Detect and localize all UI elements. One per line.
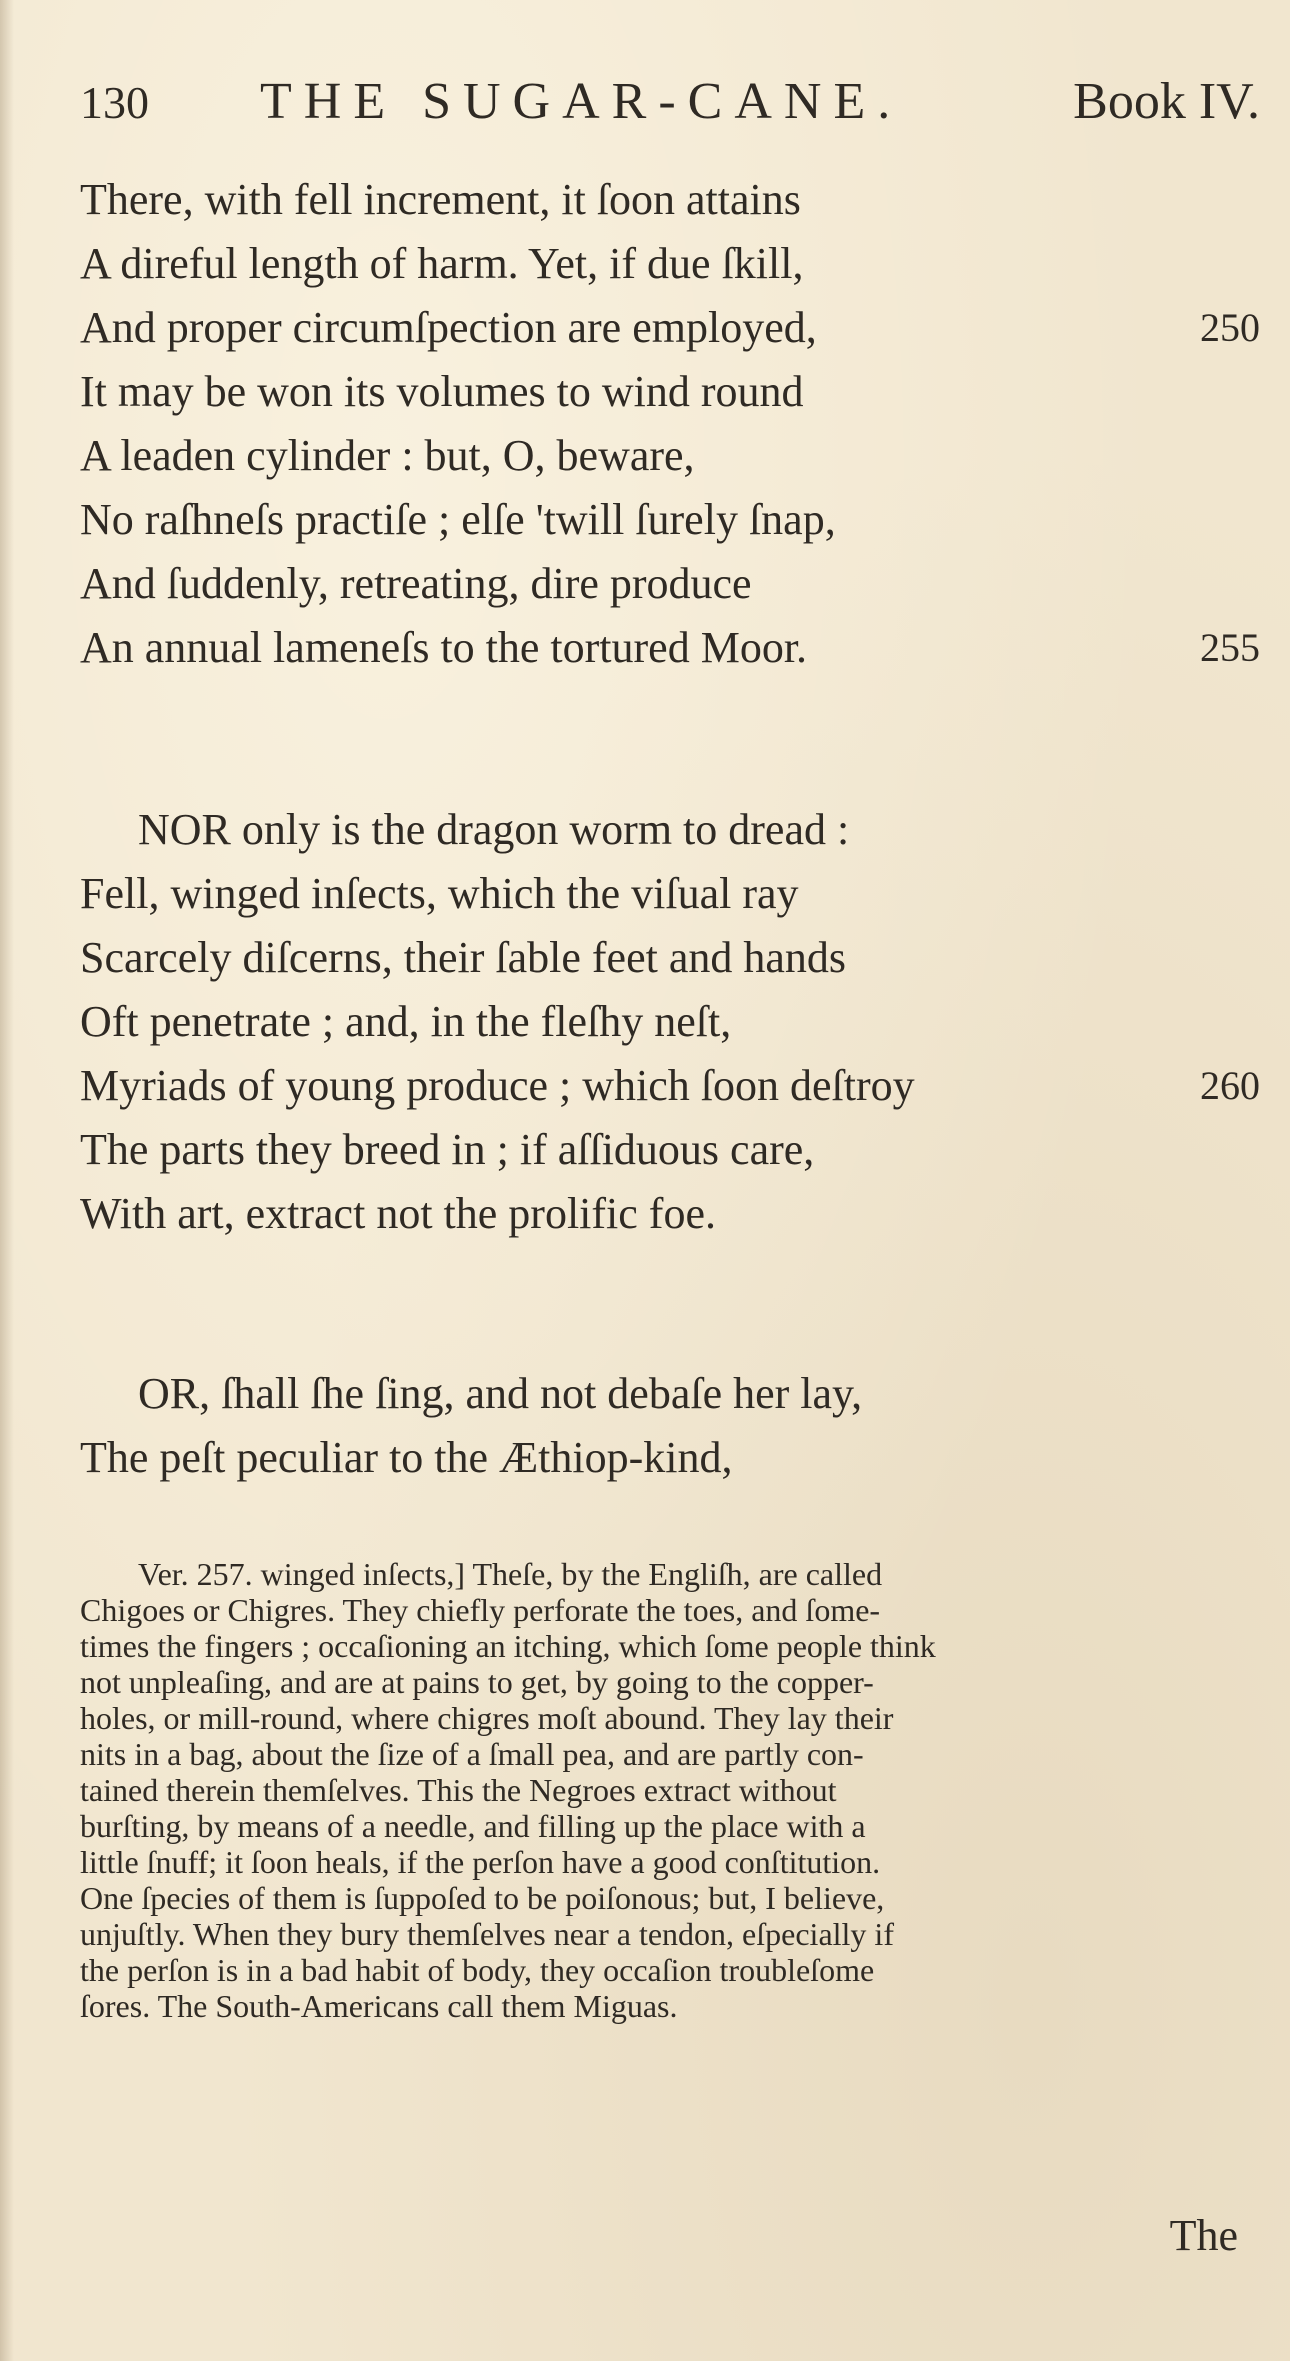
footnote-line: burſting, by means of a needle, and filling up the place with a [80, 1808, 866, 1844]
verse-text: There, with fell increment, it ſoon attains [80, 175, 801, 224]
verse-line [80, 424, 1260, 488]
verse-line [80, 616, 1260, 680]
verse-line [80, 296, 1260, 360]
verse-line [80, 862, 1260, 926]
verse-text: No raſhneſs practiſe ; elſe 'twill ſurely ſnap, [80, 495, 836, 544]
verse-line [80, 926, 1260, 990]
verse-line [80, 1362, 1260, 1426]
verse-text: The parts they breed in ; if aſſiduous care, [80, 1125, 815, 1174]
page-number: 130 [80, 77, 149, 128]
verse-text: A leaden cylinder : but, O, beware, [80, 431, 695, 480]
line-number: 260 [1200, 1063, 1260, 1108]
footnote-line: One ſpecies of them is ſuppoſed to be poiſonous; but, I believe, [80, 1880, 885, 1916]
footnote-line: Ver. 257. winged inſects,] Theſe, by the Engliſh, are called [138, 1556, 883, 1592]
verse-text: OR, ſhall ſhe ſing, and not debaſe her lay, [138, 1369, 863, 1418]
line-number: 255 [1200, 625, 1260, 670]
footnote-line: not unpleaſing, and are at pains to get, by going to the copper- [80, 1664, 874, 1700]
footnote-line: unjuſtly. When they bury themſelves near a tendon, eſpecially if [80, 1916, 894, 1952]
verse-line [80, 168, 1260, 232]
footnote-line: holes, or mill-round, where chigres moſt abound. They lay their [80, 1700, 894, 1736]
verse-line [80, 1182, 1260, 1246]
verse-line [80, 360, 1260, 424]
verse-text: And ſuddenly, retreating, dire produce [80, 559, 752, 608]
verse-text: And proper circumſpection are employed, [80, 303, 817, 352]
book-label: Book IV. [1073, 73, 1260, 130]
verse-line [80, 1054, 1260, 1118]
stanza-1 [80, 168, 1260, 680]
footnote-line: the perſon is in a bad habit of body, they occaſion troubleſome [80, 1952, 875, 1988]
verse-text: NOR only is the dragon worm to dread : [138, 805, 850, 854]
running-header [80, 72, 1260, 142]
verse-text: Oft penetrate ; and, in the fleſhy neſt, [80, 997, 732, 1046]
footnote-line: Chigoes or Chigres. They chiefly perforate the toes, and ſome- [80, 1592, 881, 1628]
footnote-line: nits in a bag, about the ſize of a ſmall pea, and are partly con- [80, 1736, 864, 1772]
verse-text: Scarcely diſcerns, their ſable feet and hands [80, 933, 847, 982]
verse-text: Myriads of young produce ; which ſoon deſtroy [80, 1061, 915, 1110]
verse-line [80, 990, 1260, 1054]
footnote-line: ſores. The South-Americans call them Miguas. [80, 1988, 678, 2024]
verse-text: The peſt peculiar to the Æthiop-kind, [80, 1433, 733, 1482]
verse-text: Fell, winged inſects, which the viſual ray [80, 869, 799, 918]
verse-text: An annual lameneſs to the tortured Moor. [80, 623, 808, 672]
line-number: 250 [1200, 305, 1260, 350]
stanza-2 [80, 798, 1260, 1246]
stanza-3 [80, 1362, 1260, 1490]
footnote-line: little ſnuff; it ſoon heals, if the perſon have a good conſtitution. [80, 1844, 881, 1880]
verse-line [80, 1426, 1260, 1490]
verse-text: With art, extract not the prolific foe. [80, 1189, 716, 1238]
verse-text: It may be won its volumes to wind round [80, 367, 804, 416]
page-gutter-shadow [0, 0, 14, 2361]
footnote-line: times the fingers ; occaſioning an itching, which ſome people think [80, 1628, 936, 1664]
footnote-line: tained therein themſelves. This the Negroes extract without [80, 1772, 837, 1808]
verse-line [80, 1118, 1260, 1182]
verse-line [80, 232, 1260, 296]
verse-line [80, 798, 1260, 862]
running-title: THE SUGAR-CANE. [260, 73, 903, 130]
verse-line [80, 552, 1260, 616]
footnote [80, 1556, 1260, 2024]
catchword: The [1169, 2211, 1238, 2260]
verse-line [80, 488, 1260, 552]
verse-text: A direful length of harm. Yet, if due ſkill, [80, 239, 804, 288]
